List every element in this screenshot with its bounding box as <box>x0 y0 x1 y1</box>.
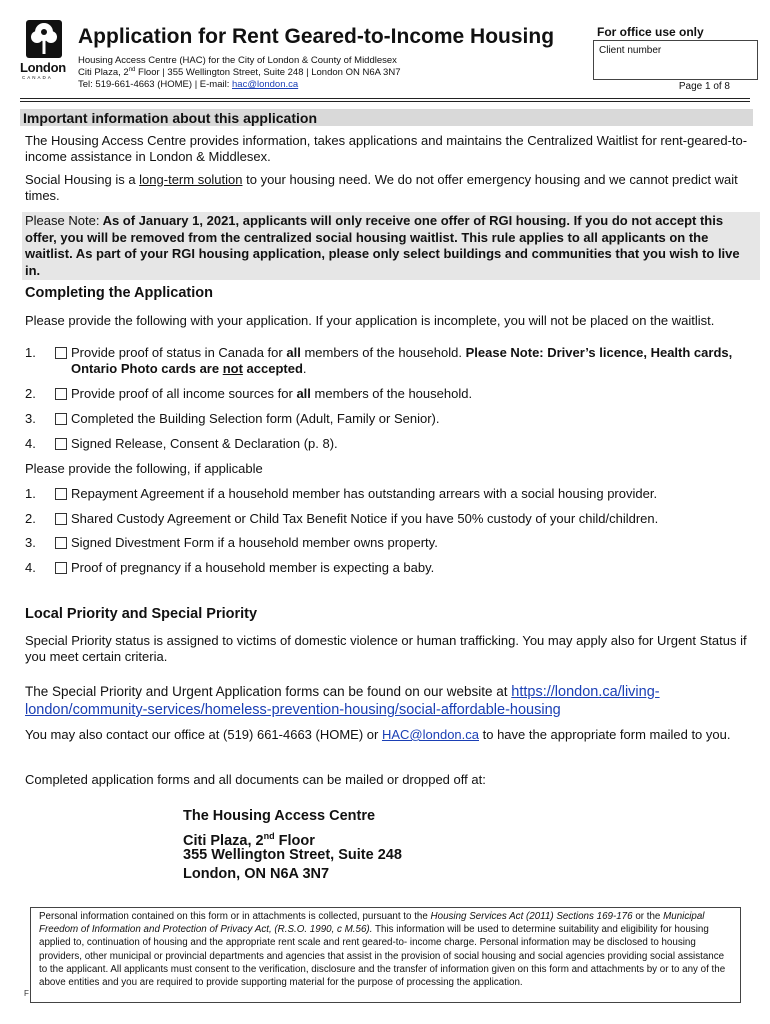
address-line-1: The Housing Access Centre <box>183 808 376 824</box>
required-item-1-checkbox[interactable] <box>55 347 67 359</box>
optional-item-3-checkbox[interactable] <box>55 537 67 549</box>
completing-intro: Please provide the following with your application. If your application is incomplete, you will not be placed on the waitlist. <box>25 313 715 328</box>
header-line-3: Tel: 519-661-4663 (HOME) | E-mail: hac@london.ca <box>78 79 299 90</box>
header-line-2: Citi Plaza, 2nd Floor | 355 Wellington Street, Suite 248 | London ON N6A 3N7 <box>78 67 401 79</box>
header-line-1: Housing Access Centre (HAC) for the City of London & County of Middlesex <box>78 55 397 66</box>
priority-heading: Local Priority and Special Priority <box>25 606 258 622</box>
contact-paragraph: You may also contact our office at (519) 661-4663 (HOME) or HAC@london.ca to have the appropriate form mailed to you. <box>25 727 731 742</box>
optional-item-2: 2. Shared Custody Agreement or Child Tax Benefit Notice if you have 50% custody of your child/children. <box>25 511 659 526</box>
header-divider-2 <box>20 101 750 102</box>
logo-wordmark: London <box>20 60 66 75</box>
completing-heading: Completing the Application <box>25 285 213 301</box>
header-email-link[interactable]: hac@london.ca <box>232 79 299 90</box>
section-header-important: Important information about this application <box>20 109 753 126</box>
required-item-2-checkbox[interactable] <box>55 388 67 400</box>
forms-website-paragraph: The Special Priority and Urgent Application forms can be found on our website at https://london.ca/living-london/community-services/homeless-prevention-housing/social-affordable-housing <box>25 684 660 718</box>
priority-paragraph: Special Priority status is assigned to victims of domestic violence or human trafficking. You may apply also for Urgent Status if you meet certain criteria. <box>25 633 747 664</box>
required-item-3-checkbox[interactable] <box>55 413 67 425</box>
social-housing-paragraph: Social Housing is a long-term solution to your housing need. We do not offer emergency housing and we cannot predict wait times. <box>25 172 738 203</box>
address-line-2: Citi Plaza, 2nd Floor <box>183 831 315 849</box>
optional-item-3: 3. Signed Divestment Form if a household member owns property. <box>25 535 438 550</box>
optional-item-4: 4. Proof of pregnancy if a household member is expecting a baby. <box>25 560 435 575</box>
optional-item-2-checkbox[interactable] <box>55 513 67 525</box>
address-line-4: London, ON N6A 3N7 <box>183 866 330 882</box>
logo-subtext: CANADA <box>22 75 53 80</box>
page-title: Application for Rent Geared-to-Income Housing <box>78 25 555 48</box>
optional-item-1: 1. Repayment Agreement if a household member has outstanding arrears with a social housing provider. <box>25 486 658 501</box>
client-number-field[interactable]: Client number <box>593 40 758 80</box>
intro-paragraph: The Housing Access Centre provides information, takes applications and maintains the Centralized Waitlist for rent-geared-to-income assistance in London & Middlesex. <box>25 133 748 164</box>
required-item-2: 2. Provide proof of all income sources for all members of the household. <box>25 386 473 401</box>
tree-logo-icon <box>26 20 62 58</box>
office-use-label: For office use only <box>597 25 704 39</box>
if-applicable-label: Please provide the following, if applicable <box>25 461 263 476</box>
required-item-3: 3. Completed the Building Selection form (Adult, Family or Senior). <box>25 411 440 426</box>
rgi-offer-note: Please Note: As of January 1, 2021, applicants will only receive one offer of RGI housing. If you do not accept this offer, you will be removed from the centralized social housing waitlist. This rule applies to all applicants on the waitlist. As part of your RGI housing application, please only select buildings and communities that you wish to live in. <box>22 212 760 280</box>
mail-drop-paragraph: Completed application forms and all documents can be mailed or dropped off at: <box>25 772 486 787</box>
address-line-3: 355 Wellington Street, Suite 248 <box>183 847 402 863</box>
header-divider <box>20 98 750 99</box>
page-number: Page 1 of 8 <box>678 81 730 92</box>
forms-website-link[interactable]: https://london.ca/living-london/community-services/homeless-prevention-housing/social-affordable-housing <box>25 684 660 718</box>
contact-email-link[interactable]: HAC@london.ca <box>381 727 479 742</box>
required-item-4: 4. Signed Release, Consent & Declaration (p. 8). <box>25 436 338 451</box>
required-item-1: 1. Provide proof of status in Canada for all members of the household. Please Note: Driver’s licence, Health cards, Ontario Photo cards are not accepted. <box>25 345 733 376</box>
privacy-disclaimer: Personal information contained on this form or in attachments is collected, pursuant to the Housing Services Act (2011) Sections 169-176 or the Municipal Freedom of Information and Protection of Privacy Act, (R.S.O. 1990, c M.56). This information will be used to determine suitability and eligibility for housing applied to, continuation of housing and the appropriate rent scale and rent geared-to- income charge. Personal information may be disclosed to housing providers, other municipal or provincial departments and agencies that assist in the provision of social housing and social agencies providing social assistance to the applicant. All applicants must consent to the verification, disclosure and the transfer of information given on this form and attachments by or to any of the above entities and you are required to provide supporting material for the purpose of processing the application. <box>30 907 741 1003</box>
optional-item-1-checkbox[interactable] <box>55 488 67 500</box>
required-item-4-checkbox[interactable] <box>55 438 67 450</box>
optional-item-4-checkbox[interactable] <box>55 562 67 574</box>
london-logo <box>20 20 68 80</box>
footer-form-code: F <box>24 989 29 998</box>
